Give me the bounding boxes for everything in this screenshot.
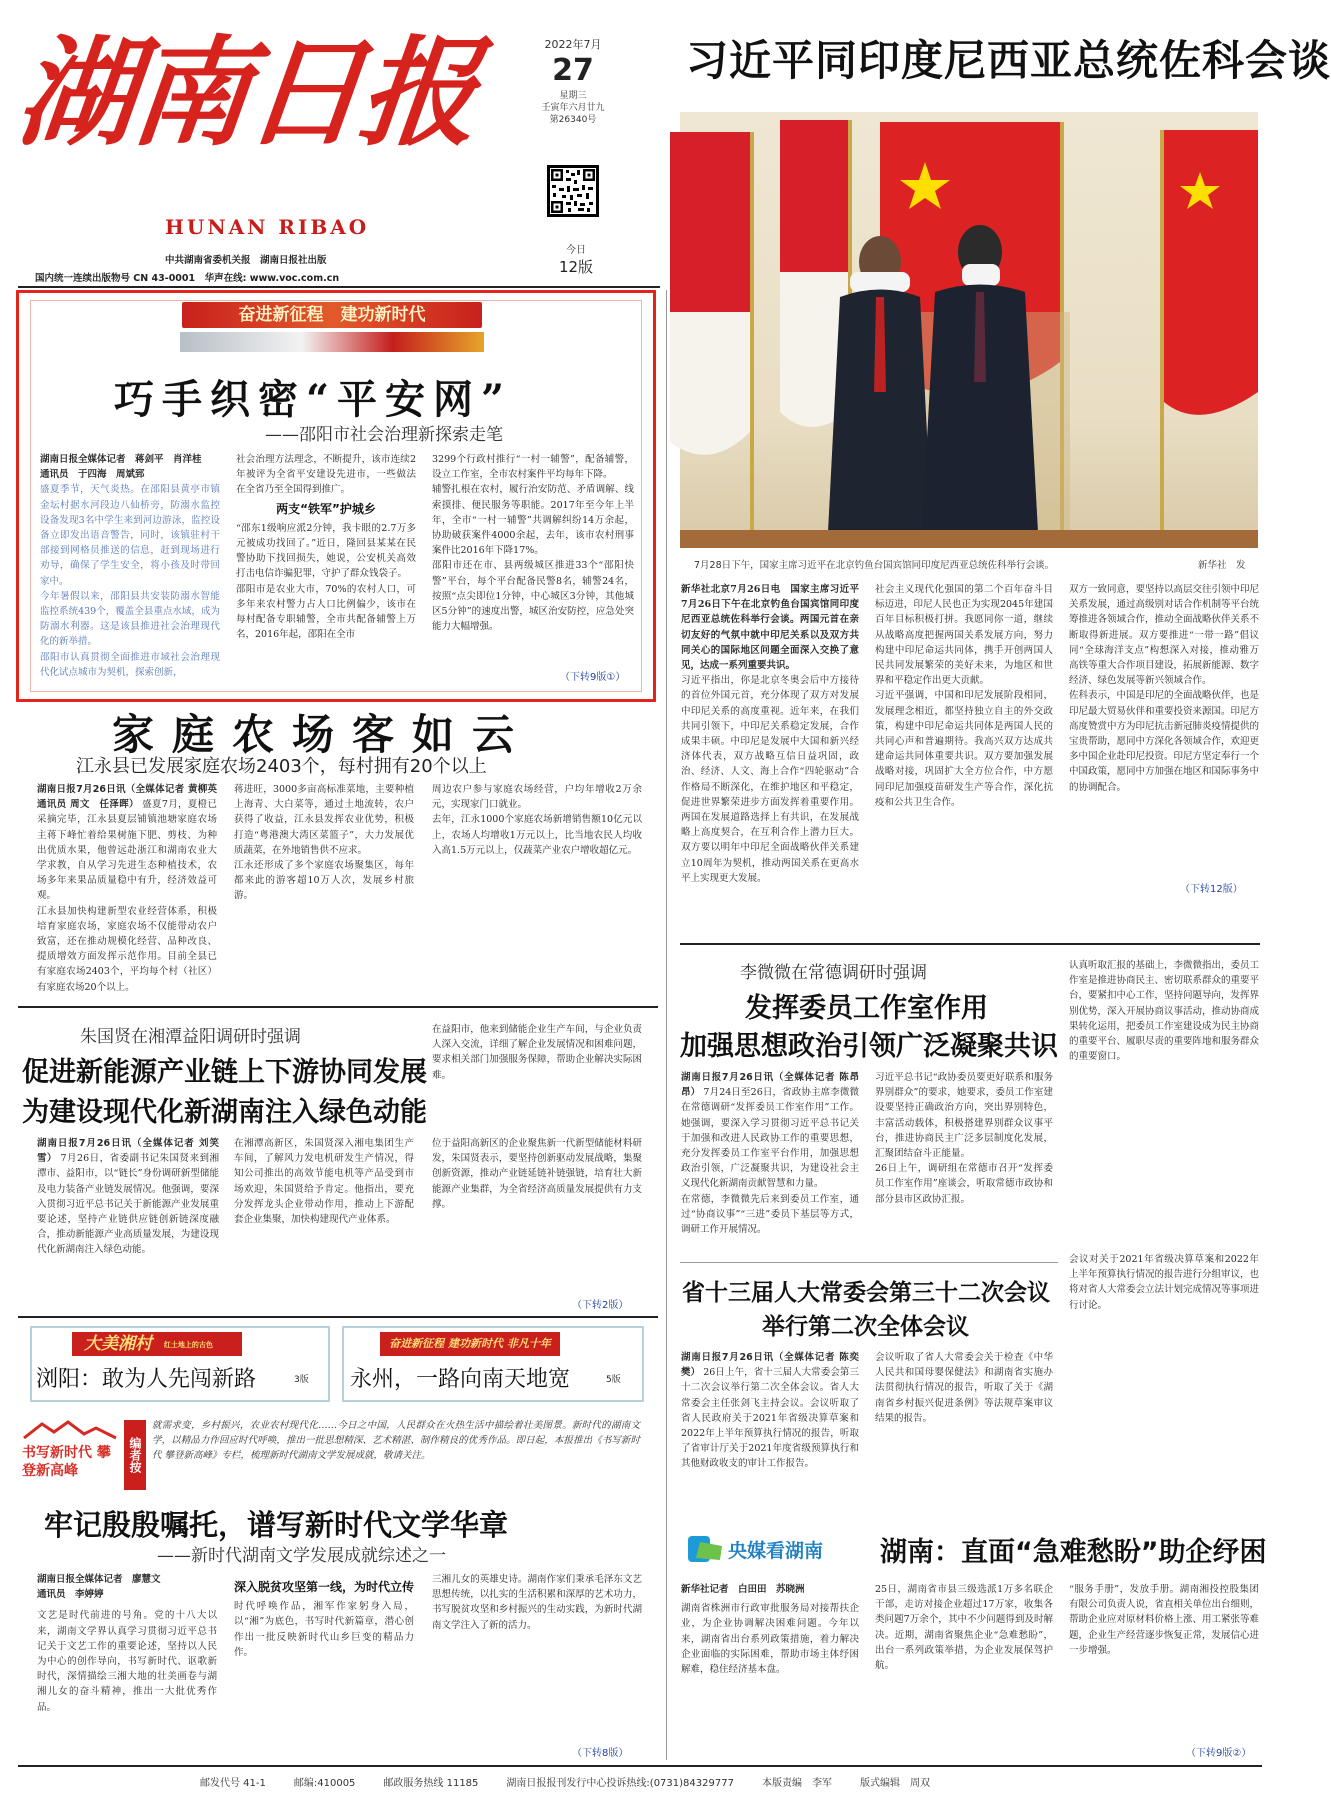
media-col-2: [875, 1582, 1053, 1756]
top-body-p6: 佐科表示，中国是印尼的全面战略伙伴，也是印尼最大贸易伙伴和重要投资来源国。印尼方高度赞赏中方为印尼抗击新冠肺炎疫情提供的宝贵帮助，愿同中方深化各领域合作，欢迎更多中国企业赴印尼投资。印尼方坚定奉行一个中国政策，愿同中方加强在地区和国际事务中的协调配合。: [1069, 690, 1260, 793]
lit-col-1: [37, 1572, 217, 1752]
npc-col-2: [875, 1350, 1053, 1522]
li-p1: 7月24日至26日，省政协主席李微微在常德调研“发挥委员工作室作用”工作。她强调，要深入学习贯彻习近平总书记关于加强和改进人民政协工作的重要思想，充分发挥委员工作室平台作用，加强思想政治引领，广泛凝聚共识，为建设社会主义现代化新湖南贡献智慧和力量。: [681, 1087, 859, 1190]
media-logo-icon: [686, 1532, 726, 1566]
media-byline: 新华社记者 白田田 苏晓洲: [681, 1584, 805, 1595]
media-p3: “服务手册”，发放手册。湖南湘投控股集团有限公司负责人说，省直相关单位出台细则，帮助企业应对原材料价格上涨、用工紧张等难题，企业生产经营逐步恢复正常，发展信心进一步增强。: [1069, 1584, 1260, 1656]
media-headline[interactable]: 湖南：直面“急难愁盼”助企纾困: [880, 1537, 1267, 1568]
npc-p1: 26日上午，省十三届人大常委会第三十二次会议举行第二次全体会议。省人大常委会主任张剑飞主持会议。会议听取了省人民政府关于2021年省级决算草案和2022年上半年预算执行情况的报告，听取了省审计厅关于2021年度省级预算执行和其他财政收支的审计工作报告。: [681, 1367, 859, 1470]
li-headline-2[interactable]: 加强思想政治引领广泛凝聚共识: [680, 1031, 1058, 1062]
li-headline-1[interactable]: 发挥委员工作室作用: [745, 993, 988, 1024]
zhu-subhead: 朱国贤在湘潭益阳调研时强调: [80, 1027, 301, 1047]
farm-divider: [18, 1006, 658, 1008]
top-body-p2: 习近平指出，你是北京冬奥会后中方接待的首位外国元首，充分体现了双方对发展中印尼关系的高度重视。近年来，在我们共同引领下，中印尼关系稳定发展，合作成果丰硕。中印尼是发展中大国和新兴经济体代表，双方战略互信日益巩固，政治、经济、人文、海上合作“四轮驱动”合作格局不断深化，在维护地区和平稳定，促进世界繁荣进步方面发挥着重要作用。两国在发展道路选择上有共识，在发展战略上高度契合，在互利合作上潜力巨大。双方要以明年中印尼全面战略伙伴关系建立10周年为契机，推动两国关系在更高水平上实现更大发展。: [681, 675, 859, 884]
media-p2: 25日，湖南省市县三级选派1万多名联企干部，走访对接企业超过17万家，收集各类问题7万余个，其中不少问题得到及时解决。近期，湖南省聚焦企业“急难愁盼”，出台一系列政策举措，为企业发展保驾护航。: [875, 1584, 1053, 1672]
date-lunar: 壬寅年六月廿九: [541, 103, 605, 113]
farm-p2: 蒋进旺，3000多亩高标准菜地，主要种植上海青、大白菜等，通过土地流转，农户获得了收益，江永县发挥农业优势，积极打造“粤港澳大湾区菜篮子”，大力发展优质蔬菜，在外地销售供不应求。: [234, 784, 414, 856]
footer-zip: 邮编:410005: [293, 1778, 356, 1789]
zhu-p3: 在益阳市，他来到储能企业生产车间，与企业负责人深入交流，详细了解企业发展情况和困难问题，要求相关部门加强服务保障，帮助企业解决实际困难。: [432, 1024, 642, 1081]
qr-code[interactable]: [547, 165, 599, 217]
date-year-month: 2022年7月: [544, 38, 602, 51]
li-col-3: [1069, 958, 1259, 1244]
lit-byline-2: 通讯员 李婷婷: [37, 1589, 104, 1601]
zhu-headline-2[interactable]: 为建设现代化新湖南注入绿色动能: [22, 1097, 427, 1128]
npc-byline: 湖南日报7月26日讯（全媒体记者 陈奕樊）: [681, 1352, 859, 1379]
banner-liuyang-title: 浏阳：敢为人先闯新路: [36, 1367, 257, 1392]
li-p1b: 在常德，李微微先后来到委员工作室，通过“协商议事”“三进”委员下基层等方式，调研工作开展情况。: [681, 1193, 859, 1236]
farm-col-2: [234, 782, 414, 982]
footer-postal-code: 邮发代号 41-1: [200, 1778, 266, 1789]
farm-headline[interactable]: 家庭农场客如云: [112, 710, 533, 759]
zhu-col-1: [37, 1136, 219, 1306]
column-divider: [666, 290, 667, 1760]
feature-p3b: 邵阳市是农业大市，70%的农村人口，可多年来农村警力占人口比例偏少，该市在每村配备专职辅警，全市共配备辅警上万名，2016年起，邵阳在全市: [236, 583, 416, 641]
banner-yongzhou-page: 5版: [606, 1375, 621, 1385]
lit-p1: 文艺是时代前进的号角。党的十八大以来，湖南文学界认真学习贯彻习近平总书记关于文艺工作的重要论述，坚持以人民为中心的创作导向，书写新时代、讴歌新时代，深情描绘三湘大地的壮美画卷与湖湘儿女的奋斗精神，推出一大批优秀作品。: [37, 1610, 217, 1713]
logo-pinyin: HUNAN RIBAO: [165, 215, 370, 239]
media-p1: 湖南省株洲市行政审批服务局对接帮扶企业，为企业协调解决困难问题。今年以来，湖南省出台系列政策措施，着力解决企业面临的实际困难，帮助市场主体纾困解难，稳住经济基本盘。: [681, 1603, 859, 1676]
farm-byline: 湖南日报7月26日讯（全媒体记者 黄柳英 通讯员 周文 任泽晖）: [37, 784, 227, 811]
editor-tag: [124, 1420, 146, 1490]
feature-col-1: [40, 452, 220, 680]
lit-p2: 时代呼唤作品，湘军作家躬身入局，以“湘”为底色，书写时代新篇章，潜心创作出一批反映新时代山乡巨变的精品力作。: [234, 1601, 414, 1658]
cn-line: 国内统一连续出版物号 CN 43-0001 华声在线: www.voc.com.cn: [35, 273, 340, 284]
feature-col-3: [432, 452, 634, 668]
farm-p3b: 去年，江永1000个家庭农场新增销售额10亿元以上，农场人均增收1万元以上，比当地农民人均收入高1.5万元以上，仅蔬菜产业农户增收超亿元。: [432, 814, 642, 856]
page-count: 12版: [558, 258, 594, 276]
lit-col-2: [234, 1572, 414, 1752]
lit-subhead-a: 深入脱贫攻坚第一线，为时代立传: [234, 1580, 415, 1594]
banner-yongzhou-brand: 奋进新征程 建功新时代 非凡十年: [380, 1332, 560, 1356]
lit-p3: 三湘儿女的英雄史诗。湖南作家们秉承毛泽东文艺思想传统，以扎实的生活积累和深厚的艺术功力，书写脱贫攻坚和乡村振兴的生动实践，为新时代湖南文学注入了新的活力。: [432, 1574, 642, 1631]
farm-p1b: 江永县加快构建新型农业经营体系，积极培育家庭农场，家庭农场不仅能带动农户致富，还在推动规模化经营、品种改良、提质增效方面发挥示范作用。目前全县已有家庭农场2403个，平均每个村（社区）有家庭农场20个以上。: [37, 905, 217, 993]
banner-liuyang-brand-sub: 红土地上的古色: [163, 1339, 213, 1349]
farm-subhead: 江永县已发展家庭农场2403个，每村拥有20个以上: [76, 756, 487, 777]
top-body-col-3: [1069, 582, 1259, 872]
feature-subhead-a: 两支“铁军”护城乡: [276, 501, 376, 516]
masthead-divider: [18, 286, 660, 288]
editor-note-text: 就需求变，乡村振兴，农业农村现代化……今日之中国，人民群众在火热生活中描绘着壮美图景。新时代的湖南文学，以精品力作回应时代呼唤，推出一批思想精深、艺术精湛、制作精良的优秀作品。即日起，本报推出《书写新时代 攀登新高峰》专栏，梳理新时代湖南文学发展成就，敬请关注。: [152, 1420, 640, 1462]
feature-banner: [182, 302, 482, 328]
top-photo[interactable]: [680, 112, 1258, 548]
zhu-divider: [18, 1316, 658, 1318]
feature-p4b: 辅警扎根在农村，履行治安防范、矛盾调解、线索摸排、便民服务等职能。2017年至今年上半年，全市“一村一辅警”共调解纠纷14万余起，协助破获案件4000余起，去年，该市农村刑事案件比2016年下降17%。: [432, 484, 634, 557]
qr-pattern-icon: [550, 168, 596, 214]
lit-subhead: ——新时代湖南文学发展成就综述之一: [157, 1546, 446, 1566]
banner-liuyang[interactable]: [30, 1326, 330, 1402]
npc-col-1: [681, 1350, 859, 1522]
top-body-p5: 双方一致同意，要坚持以高层交往引领中印尼关系发展，通过高级别对话合作机制等平台统筹推进各领域合作，推动全面战略伙伴关系不断取得新进展。双方要推进“一带一路”倡议同“全球海洋支点”构想深入对接，推动雅万高铁等重大合作项目建设，拓展新能源、数字经济、绿色发展等新兴领域合作。: [1069, 584, 1260, 687]
media-brand: [686, 1532, 856, 1566]
zhu-headline-1[interactable]: 促进新能源产业链上下游协同发展: [22, 1057, 427, 1088]
feature-p4: 3299个行政村推行“一村一辅警”，配备辅警，设立工作室，全市农村案件平均每年下降。: [432, 454, 634, 481]
mountain-icon: [22, 1420, 118, 1440]
editor-tag-text: 编者按: [128, 1437, 142, 1473]
zhu-col-2: [234, 1136, 414, 1306]
npc-col-3: [1069, 1252, 1259, 1522]
photo-credit: 新华社 发: [1198, 560, 1246, 571]
li-byline: 湖南日报7月26日讯（全媒体记者 陈昂昂）: [681, 1072, 859, 1099]
top-headline[interactable]: 习近平同印度尼西亚总统佐科会谈: [686, 36, 1331, 85]
media-col-3: [1069, 1582, 1259, 1742]
pages-block: [548, 241, 604, 277]
date-block: [538, 36, 608, 126]
feature-col-2: [236, 452, 416, 680]
npc-p2: 会议听取了省人大常委会关于检查《中华人民共和国母婴保健法》和湖南省实施办法贯彻执行情况的报告，听取了关于《湖南省乡村振兴促进条例》等法规草案审议结果的报告。: [875, 1352, 1053, 1424]
photo-caption: 7月28日下午，国家主席习近平在北京钓鱼台国宾馆同印度尼西亚总统佐科举行会谈。: [694, 560, 1055, 571]
zhu-byline: 湖南日报7月26日讯（全媒体记者 刘笑雪）: [37, 1138, 219, 1165]
lit-byline-1: 湖南日报全媒体记者 廖慧文: [37, 1574, 161, 1585]
lit-headline[interactable]: 牢记殷殷嘱托，谱写新时代文学华章: [44, 1508, 509, 1542]
top-continue-link[interactable]: （下转12版）: [1180, 884, 1243, 895]
zhu-p2: 在湘潭高新区，朱国贤深入湘电集团生产车间，了解风力发电机研发生产情况，得知公司推出的高效节能电机等产品受到市场欢迎，朱国贤给予肯定。他指出，要充分发挥龙头企业带动作用，推动上下游配套企业集聚，加快构建现代产业体系。: [234, 1138, 414, 1226]
farm-p1: 盛夏7月，夏橙已采摘完毕，江永县夏层铺镇池塘家庭农场主蒋下峰忙着给果树施下肥、剪枝、为种出优质水果，他曾远赴浙江和湖南农业大学求教，自从学习先进生态种植技术，农场多年来果品质量稳中有升，经济效益可观。: [37, 799, 217, 902]
feature-p4c: 邵阳市还在市、县两级城区推进33个“邵阳快警”平台，每个平台配备民警8名，辅警24名，按照“点尖即位1分钟，中心城区3分钟，其他城区5分钟”的速度出警，城区治安防控，应急处突能力大幅增强。: [432, 560, 634, 633]
npc-p3: 会议对关于2021年省级决算草案和2022年上半年预算执行情况的报告进行分组审议，也将对省人大常委会立法计划完成情况等事项进行讨论。: [1069, 1254, 1260, 1311]
banner-liuyang-brand-text: 大美湘村: [84, 1334, 152, 1354]
footer-complaint-line: 湖南日报报刊发行中心投诉热线:(0731)84329777: [506, 1778, 734, 1789]
lit-column-tag: [22, 1420, 118, 1480]
feature-continue-link[interactable]: （下转9版①）: [560, 672, 626, 683]
meeting-photo-icon: [680, 112, 1258, 548]
zhu-col-3a: [432, 1022, 642, 1126]
today-label: 今日: [566, 245, 586, 256]
farm-p3: 周边农户参与家庭农场经营，户均年增收2万余元，实现家门口就业。: [432, 784, 642, 811]
top-body-p3: 社会主义现代化强国的第二个百年奋斗目标迈进，印尼人民也正为实现2045年建国百年目标积极打拼。我愿同你一道，继续从战略高度把握两国关系发展方向，努力构建中印尼命运共同体，携手开创两国人民共同发展繁荣的美好未来，为地区和世界和平稳定作出更大贡献。: [875, 584, 1053, 687]
zhu-col-3b: [432, 1136, 642, 1296]
banner-yongzhou-title: 永州，一路向南天地宽: [350, 1367, 571, 1392]
footer-bar: [200, 1774, 1100, 1794]
li-p2b: 26日上午，调研组在常德市召开“发挥委员工作室作用”座谈会，听取常德市政协和部分县市区政协汇报。: [875, 1163, 1053, 1205]
farm-col-1: [37, 782, 227, 993]
banner-yongzhou[interactable]: [342, 1326, 644, 1402]
footer-editor: 本版责编 李军: [761, 1778, 832, 1789]
date-day: 27: [552, 53, 594, 88]
media-continue-link[interactable]: （下转9版②）: [1186, 1748, 1252, 1759]
top-body-col-1: [681, 582, 859, 938]
feature-p1b: 今年暑假以来，邵阳县共安装防溺水智能监控系统439个，覆盖全县重点水域，成为防溺水利器。这是该县推进社会治理现代化的新举措。: [40, 590, 220, 648]
npc-headline-2[interactable]: 举行第二次全体会议: [762, 1314, 969, 1340]
top-body-p1: 新华社北京7月26日电 国家主席习近平7月26日下午在北京钓鱼台国宾馆同印度尼西亚总统佐科举行会谈。两国元首在亲切友好的气氛中就中印尼关系以及双方共同关心的国际地区问题全面深入交换了意见，达成一系列重要共识。: [681, 584, 859, 672]
media-brand-text: 央媒看湖南: [728, 1540, 824, 1562]
editor-note: [152, 1418, 640, 1494]
li-col-1: [681, 1070, 859, 1280]
lit-column-tag-text: 书写新时代 攀登新高峰: [22, 1445, 111, 1479]
date-weekday: 星期三: [559, 91, 587, 101]
zhu-continue-link[interactable]: （下转2版）: [572, 1300, 629, 1311]
footer-hotline: 邮政服务热线 11185: [383, 1778, 479, 1789]
footer-layout-editor: 版式编辑 周双: [859, 1778, 930, 1789]
farm-col-3: [432, 782, 642, 982]
banner-liuyang-brand: [72, 1332, 242, 1356]
feature-p3: “邵东1级响应派2分钟，我卡眼的2.7万多元被成功找回了。”近日，隆回县某某在民警协助下找回损失，她说，公安机关高效打击电信诈骗犯罪，守护了群众钱袋子。: [236, 522, 416, 580]
feature-byline-1: 湖南日报全媒体记者 蒋剑平 肖洋桂: [40, 454, 202, 465]
feature-headline[interactable]: 巧手织密“平安网”: [114, 376, 513, 423]
zhu-p1: 7月26日，省委副书记朱国贤来到湘潭市、益阳市，以“链长”身份调研新型储能及电力装备产业链发展情况。他强调，要深入贯彻习近平总书记关于新能源产业发展重要论述，坚持产业链供应链创新链深度融合，推动新能源产业高质量发展，为建设现代化新湖南注入绿色动能。: [37, 1153, 219, 1256]
org-line: 中共湖南省委机关报 湖南日报社出版: [165, 255, 327, 266]
farm-p2b: 江永还形成了多个家庭农场聚集区，每年都来此的游客超10万人次，发展乡村旅游。: [234, 860, 414, 902]
feature-banner-train: [180, 332, 484, 352]
zhu-p3b: 位于益阳高新区的企业聚焦新一代新型储能材料研发，朱国贤表示，要坚持创新驱动发展战略，集聚创新资源，推动产业链延链补链强链，培育壮大新能源产业集群，为全省经济高质量发展提供有力支撑。: [432, 1138, 642, 1210]
top-body-p4: 习近平强调，中国和印尼发展阶段相同，发展理念相近，都坚持独立自主的外交政策，构建中印尼命运共同体是两国人民的共同心声和普遍期待。我高兴双方达成共建命运共同体重要共识。双方要加强发展战略对接，巩固扩大全方位合作，中方愿同印尼加强疫苗研发生产等合作，深化抗疫和公共卫生合作。: [875, 690, 1053, 808]
feature-p1: 盛夏季节，天气炎热。在邵阳县黄亭市镇金坛村据水河段边八仙桥旁，防溺水监控设备发现3名中学生来到河边游泳，监控设备立即发出语音警告，同时，该镇驻村干部接到网格员推送的信息，赶到现场进行劝导，确保了学生安全，将小孩及时带回家中。: [40, 484, 220, 587]
media-col-1: [681, 1582, 859, 1756]
feature-subhead: ——邵阳市社会治理新探索走笔: [265, 425, 503, 445]
li-divider: [680, 1262, 1058, 1263]
top-body-col-2: [875, 582, 1053, 938]
logo-text: 湖南日报: [10, 23, 482, 162]
li-p3: 认真听取汇报的基础上，李微微指出，委员工作室是推进协商民主、密切联系群众的重要平台，要紧扣中心工作，坚持问题导向，发挥界别优势，深入开展协商议事活动，推动协商成果转化运用，把委员工作室建设成为民主协商的重要平台、履职尽责的重要阵地和服务群众的重要窗口。: [1069, 960, 1260, 1063]
feature-p2: 社会治理方法理念，不断提升，该市连续2年被评为全省平安建设先进市，一些做法在全省乃至全国得到推广。: [236, 454, 416, 496]
lit-col-3: [432, 1572, 642, 1740]
feature-banner-text: 奋进新征程 建功新时代: [238, 305, 426, 325]
top-story-divider: [680, 943, 1260, 945]
li-p2: 习近平总书记“政协委员要更好联系和服务界别群众”的要求，她要求，委员工作室建设要坚持正确政治方向，突出界别特色，丰富活动载体，积极搭建界别群众议事平台，推进协商民主广泛多层制度化发展，汇聚团结奋斗正能量。: [875, 1072, 1053, 1160]
masthead-logo: [10, 18, 482, 188]
feature-p1c: 邵阳市认真贯彻全面推进市域社会治理现代化试点城市为契机，探索创新，: [40, 651, 220, 678]
date-issue: 第26340号: [549, 115, 597, 125]
feature-byline-2: 通讯员 于四海 周斌郅: [40, 469, 145, 481]
footer-divider: [18, 1765, 1262, 1767]
lit-continue-link[interactable]: （下转8版）: [572, 1748, 629, 1759]
li-subhead: 李微微在常德调研时强调: [740, 963, 927, 983]
npc-headline-1[interactable]: 省十三届人大常委会第三十二次会议: [682, 1280, 1050, 1306]
li-col-2: [875, 1070, 1053, 1280]
banner-liuyang-page: 3版: [294, 1375, 309, 1385]
